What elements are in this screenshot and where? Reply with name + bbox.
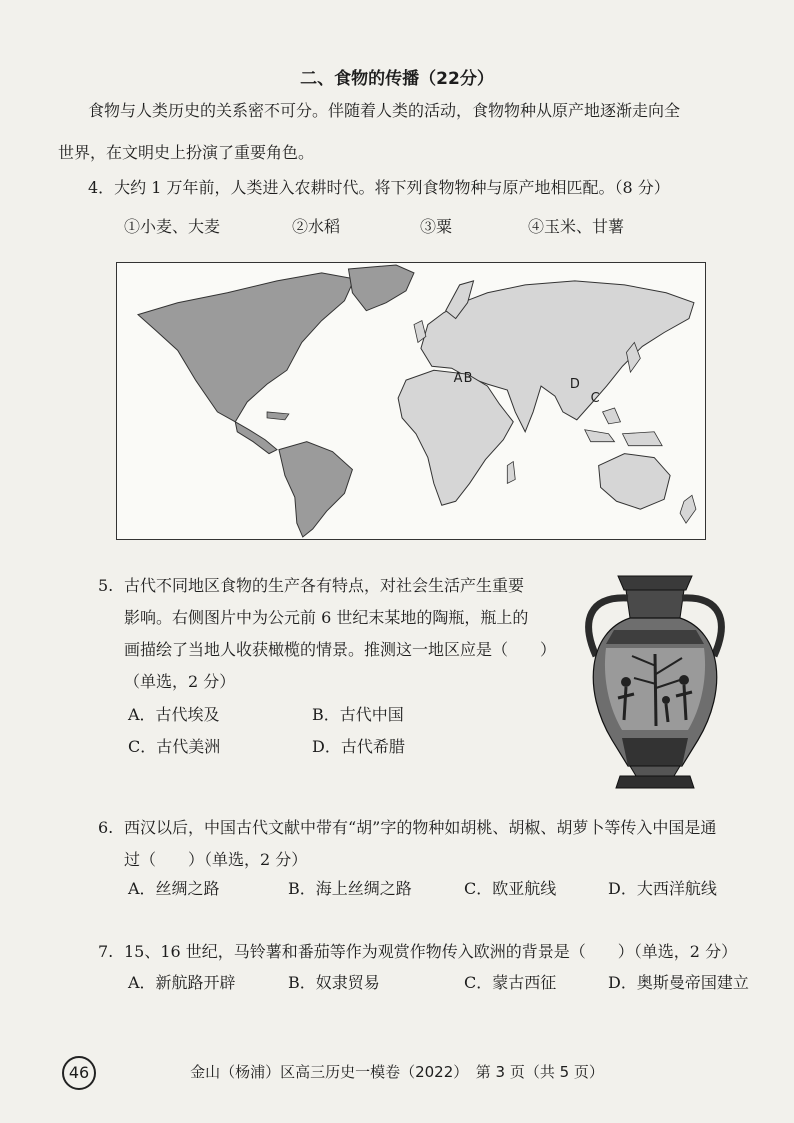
q5-line-4: （单选，2 分） <box>124 672 236 691</box>
north-america <box>138 273 354 422</box>
page-footer: 金山（杨浦）区高三历史一模卷（2022） 第 3 页（共 5 页） <box>190 1063 604 1081</box>
q5-option-c: C．古代美洲 <box>128 737 221 756</box>
q7-number: 7. <box>98 942 114 961</box>
page-badge: 46 <box>62 1056 96 1090</box>
map-label-b: B <box>463 371 473 387</box>
q5-option-b: B．古代中国 <box>312 705 404 724</box>
map-label-d: D <box>569 377 580 393</box>
q6-option-d: D．大西洋航线 <box>608 879 717 898</box>
q5-line-3: 画描绘了当地人收获橄榄的情景。推测这一地区应是（ ） <box>124 640 557 659</box>
q4-option-1: ①小麦、大麦 <box>124 217 221 236</box>
q6-line-2: 过（ ）（单选，2 分） <box>124 850 308 869</box>
intro-line-1: 食物与人类历史的关系密不可分。伴随着人类的活动，食物物种从原产地逐渐走向全 <box>88 101 681 120</box>
africa <box>398 370 513 505</box>
q4-text: 4．大约 1 万年前，人类进入农耕时代。将下列食物物种与原产地相匹配。（8 分） <box>88 178 670 197</box>
map-label-a: A <box>453 371 463 387</box>
q6-option-c: C．欧亚航线 <box>464 879 557 898</box>
q5-option-a: A．古代埃及 <box>128 705 220 724</box>
q6-option-b: B．海上丝绸之路 <box>288 879 412 898</box>
q6-number: 6. <box>98 818 114 837</box>
q4-option-2: ②水稻 <box>292 217 341 236</box>
section-title: 二、食物的传播（22分） <box>300 69 494 89</box>
q5-line-1: 古代不同地区食物的生产各有特点，对社会生活产生重要 <box>124 576 525 595</box>
greenland <box>348 265 414 311</box>
australia <box>599 454 670 510</box>
q6-option-a: A．丝绸之路 <box>128 879 220 898</box>
q7-line-1: 15、16 世纪，马铃薯和番茄等作为观赏作物传入欧洲的背景是（ ）（单选，2 分） <box>124 942 738 961</box>
map-label-c: C <box>590 390 600 406</box>
q6-line-1: 西汉以后，中国古代文献中带有“胡”字的物种如胡桃、胡椒、胡萝卜等传入中国是通 <box>124 818 717 837</box>
q7-option-a: A．新航路开辟 <box>128 973 236 992</box>
q4-option-3: ③粟 <box>420 217 453 236</box>
q5-option-d: D．古代希腊 <box>312 737 405 756</box>
intro-line-2: 世界，在文明史上扮演了重要角色。 <box>58 143 315 162</box>
q5-number: 5. <box>98 576 114 595</box>
world-map-svg <box>117 263 705 539</box>
world-map <box>116 262 706 540</box>
q7-option-d: D．奥斯曼帝国建立 <box>608 973 749 992</box>
south-america <box>279 442 352 537</box>
q4-option-4: ④玉米、甘薯 <box>528 217 625 236</box>
q7-option-c: C．蒙古西征 <box>464 973 557 992</box>
central-america <box>235 422 277 454</box>
greek-amphora-image <box>570 570 740 792</box>
q7-option-b: B．奴隶贸易 <box>288 973 380 992</box>
q5-line-2: 影响。右侧图片中为公元前 6 世纪末某地的陶瓶，瓶上的 <box>124 608 529 627</box>
